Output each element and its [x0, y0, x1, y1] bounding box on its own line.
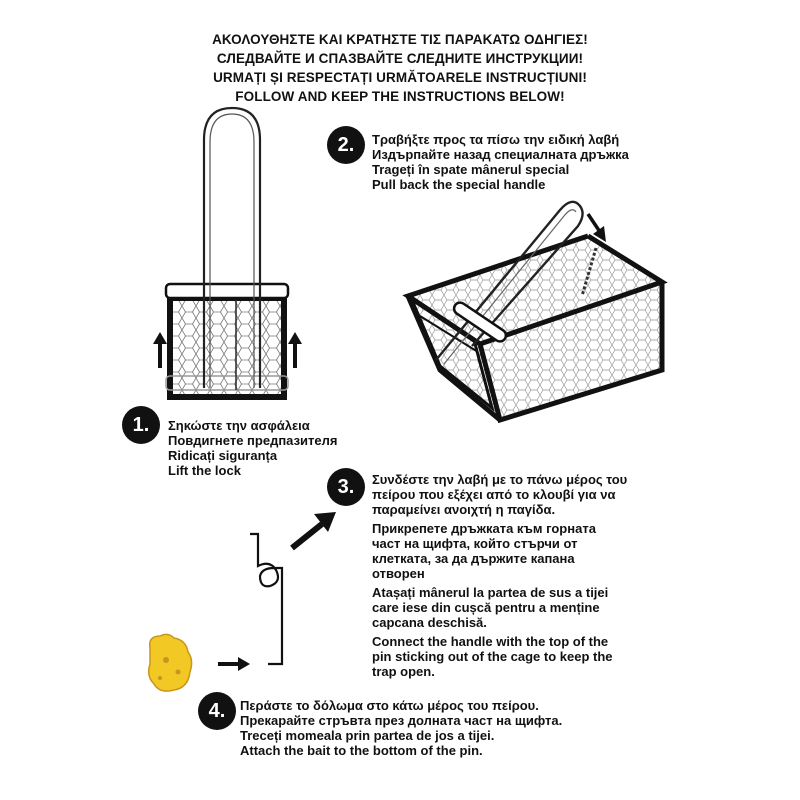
cage-front-icon [153, 108, 302, 397]
step-3-paragraph-greek [372, 472, 627, 517]
step-3-line: παραμείνει ανοιχτή η παγίδα. [372, 502, 556, 517]
arrow-up-icon [153, 332, 167, 368]
step-3-line: отворен [372, 566, 425, 581]
step-4-line: Περάστε το δόλωμα στο κάτω μέρος του πείρου. [240, 698, 539, 713]
arrow-up-right-icon [292, 512, 336, 548]
instructions-header [0, 30, 800, 106]
step-1-text [168, 418, 337, 478]
header-line-romanian: URMAȚI ȘI RESPECTAȚI URMĂTOARELE INSTRUCȚIUNI! [213, 70, 587, 85]
step-3-line: capcana deschisă. [372, 615, 487, 630]
step-3-paragraph-romanian [372, 585, 627, 630]
pin-icon [250, 534, 282, 664]
step-3-paragraph-bulgarian [372, 521, 627, 581]
step-2-line: Τραβήξτε προς τα πίσω την ειδική λαβή [372, 132, 620, 147]
step-3-line: care iese din cușcă pentru a menține [372, 600, 600, 615]
step-2-badge: 2. [327, 126, 365, 164]
step-3-line: клетката, за да държите капана [372, 551, 575, 566]
step-2-text [372, 132, 629, 192]
step-3-line: част на щифта, който стърчи от [372, 536, 578, 551]
step-1-line: Повдигнете предпазителя [168, 433, 338, 448]
step-1-line: Ridicați siguranța [168, 448, 278, 463]
step-3-line: Прикрепете дръжката към горната [372, 521, 596, 536]
step-3-line: πείρου που εξέχει από το κλουβί για να [372, 487, 616, 502]
step-2-line: Издърпайте назад специалната дръжка [372, 147, 629, 162]
step-3-line: pin sticking out of the cage to keep the [372, 649, 613, 664]
step-3-paragraph-english [372, 634, 627, 679]
step-3-line: trap open. [372, 664, 435, 679]
step-2-line: Trageți în spate mânerul special [372, 162, 570, 177]
header-line-bulgarian: СЛЕДВАЙТЕ И СПАЗВАЙТЕ СЛЕДНИТЕ ИНСТРУКЦИИ! [216, 51, 584, 66]
step-2-line: Pull back the special handle [372, 177, 546, 192]
step-1-line: Lift the lock [168, 463, 241, 478]
arrow-right-icon [218, 657, 250, 671]
step-1-line: Σηκώστε την ασφάλεια [168, 418, 310, 433]
step-3-badge: 3. [327, 468, 365, 506]
step-3-line: Atașați mânerul la partea de sus a tijei [372, 585, 609, 600]
step-3-text [372, 472, 627, 683]
step-4-line: Attach the bait to the bottom of the pin. [240, 743, 483, 758]
step-4-text [240, 698, 562, 758]
step-4-line: Treceți momeala prin partea de jos a tijei. [240, 728, 495, 743]
step-3-line: Συνδέστε την λαβή με το πάνω μέρος του [372, 472, 628, 487]
step-4-line: Прекарайте стръвта през долната част на щифта. [240, 713, 563, 728]
cage-perspective-icon [408, 202, 662, 420]
step-3-line: Connect the handle with the top of the [372, 634, 609, 649]
step-4-badge: 4. [198, 692, 236, 730]
header-line-english: FOLLOW AND KEEP THE INSTRUCTIONS BELOW! [235, 89, 565, 104]
arrow-up-icon [288, 332, 302, 368]
bait-cheese-icon [149, 634, 192, 691]
header-line-greek: ΑΚΟΛΟΥΘΗΣΤΕ ΚΑΙ ΚΡΑΤΗΣΤΕ ΤΙΣ ΠΑΡΑΚΑΤΩ ΟΔΗΓΙΕΣ! [212, 32, 588, 47]
step-1-badge: 1. [122, 406, 160, 444]
